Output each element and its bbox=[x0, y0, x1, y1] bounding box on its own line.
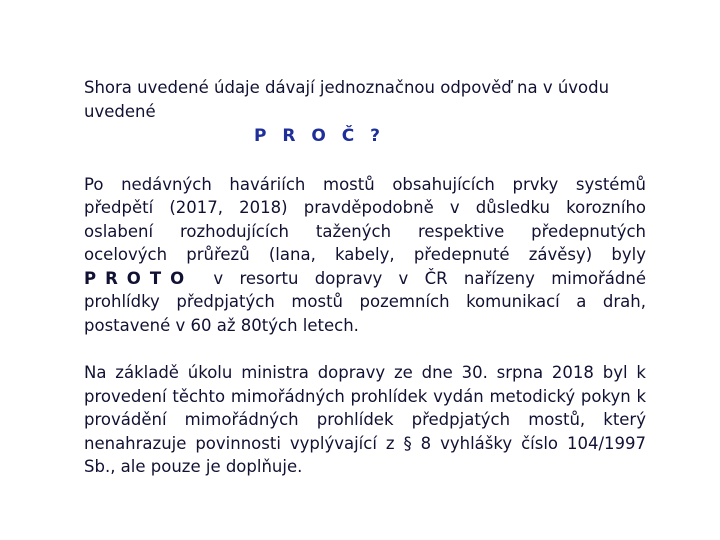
emphasis-proto: PROTO bbox=[84, 268, 194, 288]
slide-content bbox=[84, 76, 646, 479]
intro-paragraph: Shora uvedené údaje dávají jednoznačnou odpověď na v úvodu uvedené bbox=[84, 78, 610, 121]
accidents-text-after: v resortu dopravy v ČR nařízeny mimořádné prohlídky předpjatých mostů pozemních komunikací a drah, postavené v 60 až 80tých letech. bbox=[84, 268, 646, 335]
accidents-text-before: Po nedávných haváriích mostů obsahujících prvky systémů předpětí (2017, 2018) pravděpodobně v důsledku korozního oslabení rozhodujících tažených respektive předepnutých ocelových průřezů (lana, kabely, předepnuté závěsy) byly bbox=[84, 174, 646, 264]
heading-proc: P R O Č ? bbox=[254, 126, 386, 146]
task-paragraph: Na základě úkolu ministra dopravy ze dne 30. srpna 2018 byl k provedení těchto mimořádných prohlídek vydán metodický pokyn k provádění mimořádných prohlídek předpjatých mostů, který nenahrazuje povinnosti vyplývající z § 8 vyhlášky číslo 104/1997 Sb., ale pouze je doplňuje. bbox=[84, 363, 646, 476]
accidents-paragraph bbox=[84, 173, 646, 338]
